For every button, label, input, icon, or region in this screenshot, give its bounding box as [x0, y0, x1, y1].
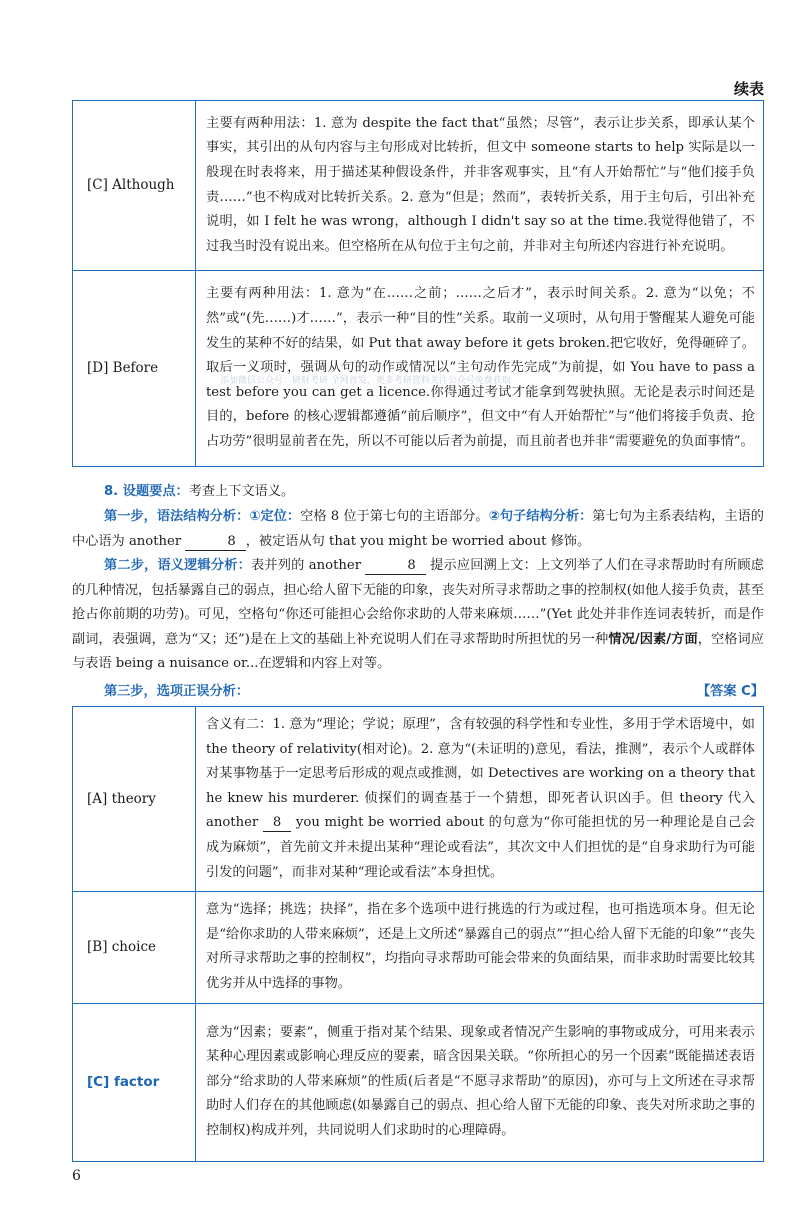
step2-text-c: ，空格词应与表语 being a nuisance or...在逻辑和内容上对等。 [72, 631, 764, 672]
option-text-b: you might be worried about 的句意为“你可能担忧的另一种理论是自己会成为麻烦”，首先前文并未提出某种“理论或看法”，其次文中人们担忧的是“自身求助行为可能引发的问题”，而非对某种“理论或看法”本身担忧。 [206, 815, 755, 880]
step1-text-b: 第七句为主系表结构，主语的中心语为 another [72, 509, 764, 549]
continued-label: 续表 [733, 80, 764, 98]
answer-badge: 【答案 C】 [696, 684, 764, 699]
blank-8: 8 [185, 534, 245, 551]
option-text-a: 含义有二：1. 意为“理论；学说；原理”，含有较强的科学性和专业性，多用于学术语境中，如 the theory of relativity(相对论)。2. 意为“(未证明的)意见，看法，推测”，表示个人或群体对某事物基于一定思考后形成的观点或推测，如 Detectives are working on a theory that he knew his murderer. 侦探们的调查基于一个猜想，即死者认识凶手。但 theory 代入 another [206, 717, 755, 831]
table-row [73, 271, 764, 467]
table-row [73, 707, 764, 892]
q8-title-rest: 考查上下文语义。 [188, 484, 295, 499]
table-row [73, 101, 764, 271]
step1-text-a: 空格 8 位于第七句的主语部分。 [300, 509, 489, 524]
step1-paragraph [72, 505, 764, 554]
options-table-continued [72, 100, 764, 467]
table-row [73, 892, 764, 1003]
options-table-q8 [72, 706, 764, 1162]
step1-heading: 第一步，语法结构分析：①定位： [104, 509, 301, 524]
step2-text-a: 表并列的 another [250, 558, 366, 573]
step3-heading: 第三步，选项正误分析： [104, 684, 250, 699]
option-explanation [196, 707, 764, 892]
option-label-correct: [C] factor [73, 1003, 196, 1161]
option-label: [B] choice [73, 892, 196, 1003]
step1-heading-2: ②句子结构分析： [488, 509, 593, 524]
page-number: 6 [72, 1168, 81, 1184]
q8-title: 8. 设题要点： [104, 484, 189, 499]
option-explanation: 主要有两种用法：1. 意为 despite the fact that“虽然；尽管”，表示让步关系，即承认某个事实，其引出的从句内容与主句形成对比转折，但文中 someone starts to help 实际是以一般现在时表将来，用于描述某种假设条件，并非客观事实，且“有人开始帮忙”与“他们接手负责……”也不构成对比转折关系。2. 意为“但是；然而”，表转折关系，用于主句后，引出补充说明，如 I felt he was wrong，although I didn't say so at the time.我觉得他错了，不过我当时没有说出来。但空格所在从句位于主句之前，并非对主句所述内容进行补充说明。 [196, 101, 764, 271]
step3-paragraph [72, 680, 764, 705]
step2-bold: 情况/因素/方面 [608, 631, 698, 647]
step1-text-c: ，被定语从句 that you might be worried about 修饰。 [245, 533, 591, 549]
step2-text-b: 提示应回溯上文：上文列举了人们在寻求帮助时有所顾虑的几种情况，包括暴露自己的弱点，担心给人留下无能的印象，丧失对所寻求帮助之事的控制权(如他人接手负责，甚至抢占你前期的功劳)。可见，空格句“你还可能担心会给你求助的人带来麻烦……”(Yet 此处并非作连词表转折，而是作副词，表强调，意为“又；还”)是在上文的基础上补充说明人们在寻求帮助时所担忧的另一种 [72, 558, 764, 647]
option-label: [C] Although [73, 101, 196, 271]
option-explanation: 主要有两种用法：1. 意为“在……之前；……之后才”，表示时间关系。2. 意为“以免；不然”或“(先……)才……”，表示一种“目的性”关系。取前一义项时，从句用于警醒某人避免可能发生的某种不好的结果，如 Put that away before it gets broken.把它收好，免得砸碎了。取后一义项时，强调从句的动作或情况以“主句动作先完成”为前提，如 You have to pass a test before you can get a licence.你得通过考试才能拿到驾驶执照。无论是表示时间还是目的，before 的核心逻辑都遵循“前后顺序”，但文中“有人开始帮忙”与“他们将接手负责、抢占功劳”很明显前者在先，所以不可能以后者为前提，而且前者也并非“需要避免的负面事情”。 [196, 271, 764, 467]
option-label: [D] Before [73, 271, 196, 467]
step2-paragraph [72, 554, 764, 677]
watermark: 添加微信公众号：研财考研 全网首发，更多考研资料关注公众号免费获取 [220, 376, 511, 386]
blank-8: 8 [263, 815, 291, 832]
option-explanation: 意为“选择；挑选；抉择”，指在多个选项中进行挑选的行为或过程，也可指选项本身。但无论是“给你求助的人带来麻烦”，还是上文所述“暴露自己的弱点”“担心给人留下无能的印象”“丧失对所寻求帮助之事的控制权”，均指向寻求帮助可能会带来的负面结果，而非求助时需要比较其优劣并从中选择的事物。 [196, 892, 764, 1003]
step2-heading: 第二步，语义逻辑分析： [104, 558, 251, 573]
option-label: [A] theory [73, 707, 196, 892]
table-row [73, 1003, 764, 1161]
blank-8: 8 [365, 558, 425, 575]
option-explanation: 意为“因素；要素”，侧重于指对某个结果、现象或者情况产生影响的事物或成分，可用来表示某种心理因素或影响心理反应的要素，暗含因果关联。“你所担心的另一个因素”既能描述表语部分“给求助的人带来麻烦”的性质(后者是“不愿寻求帮助”的原因)，亦可与上文所述在寻求帮助时人们存在的其他顾虑(如暴露自己的弱点、担心给人留下无能的印象、丧失对所求助之事的控制权)构成并列，共同说明人们求助时的心理障碍。 [196, 1003, 764, 1161]
q8-heading [72, 480, 764, 505]
